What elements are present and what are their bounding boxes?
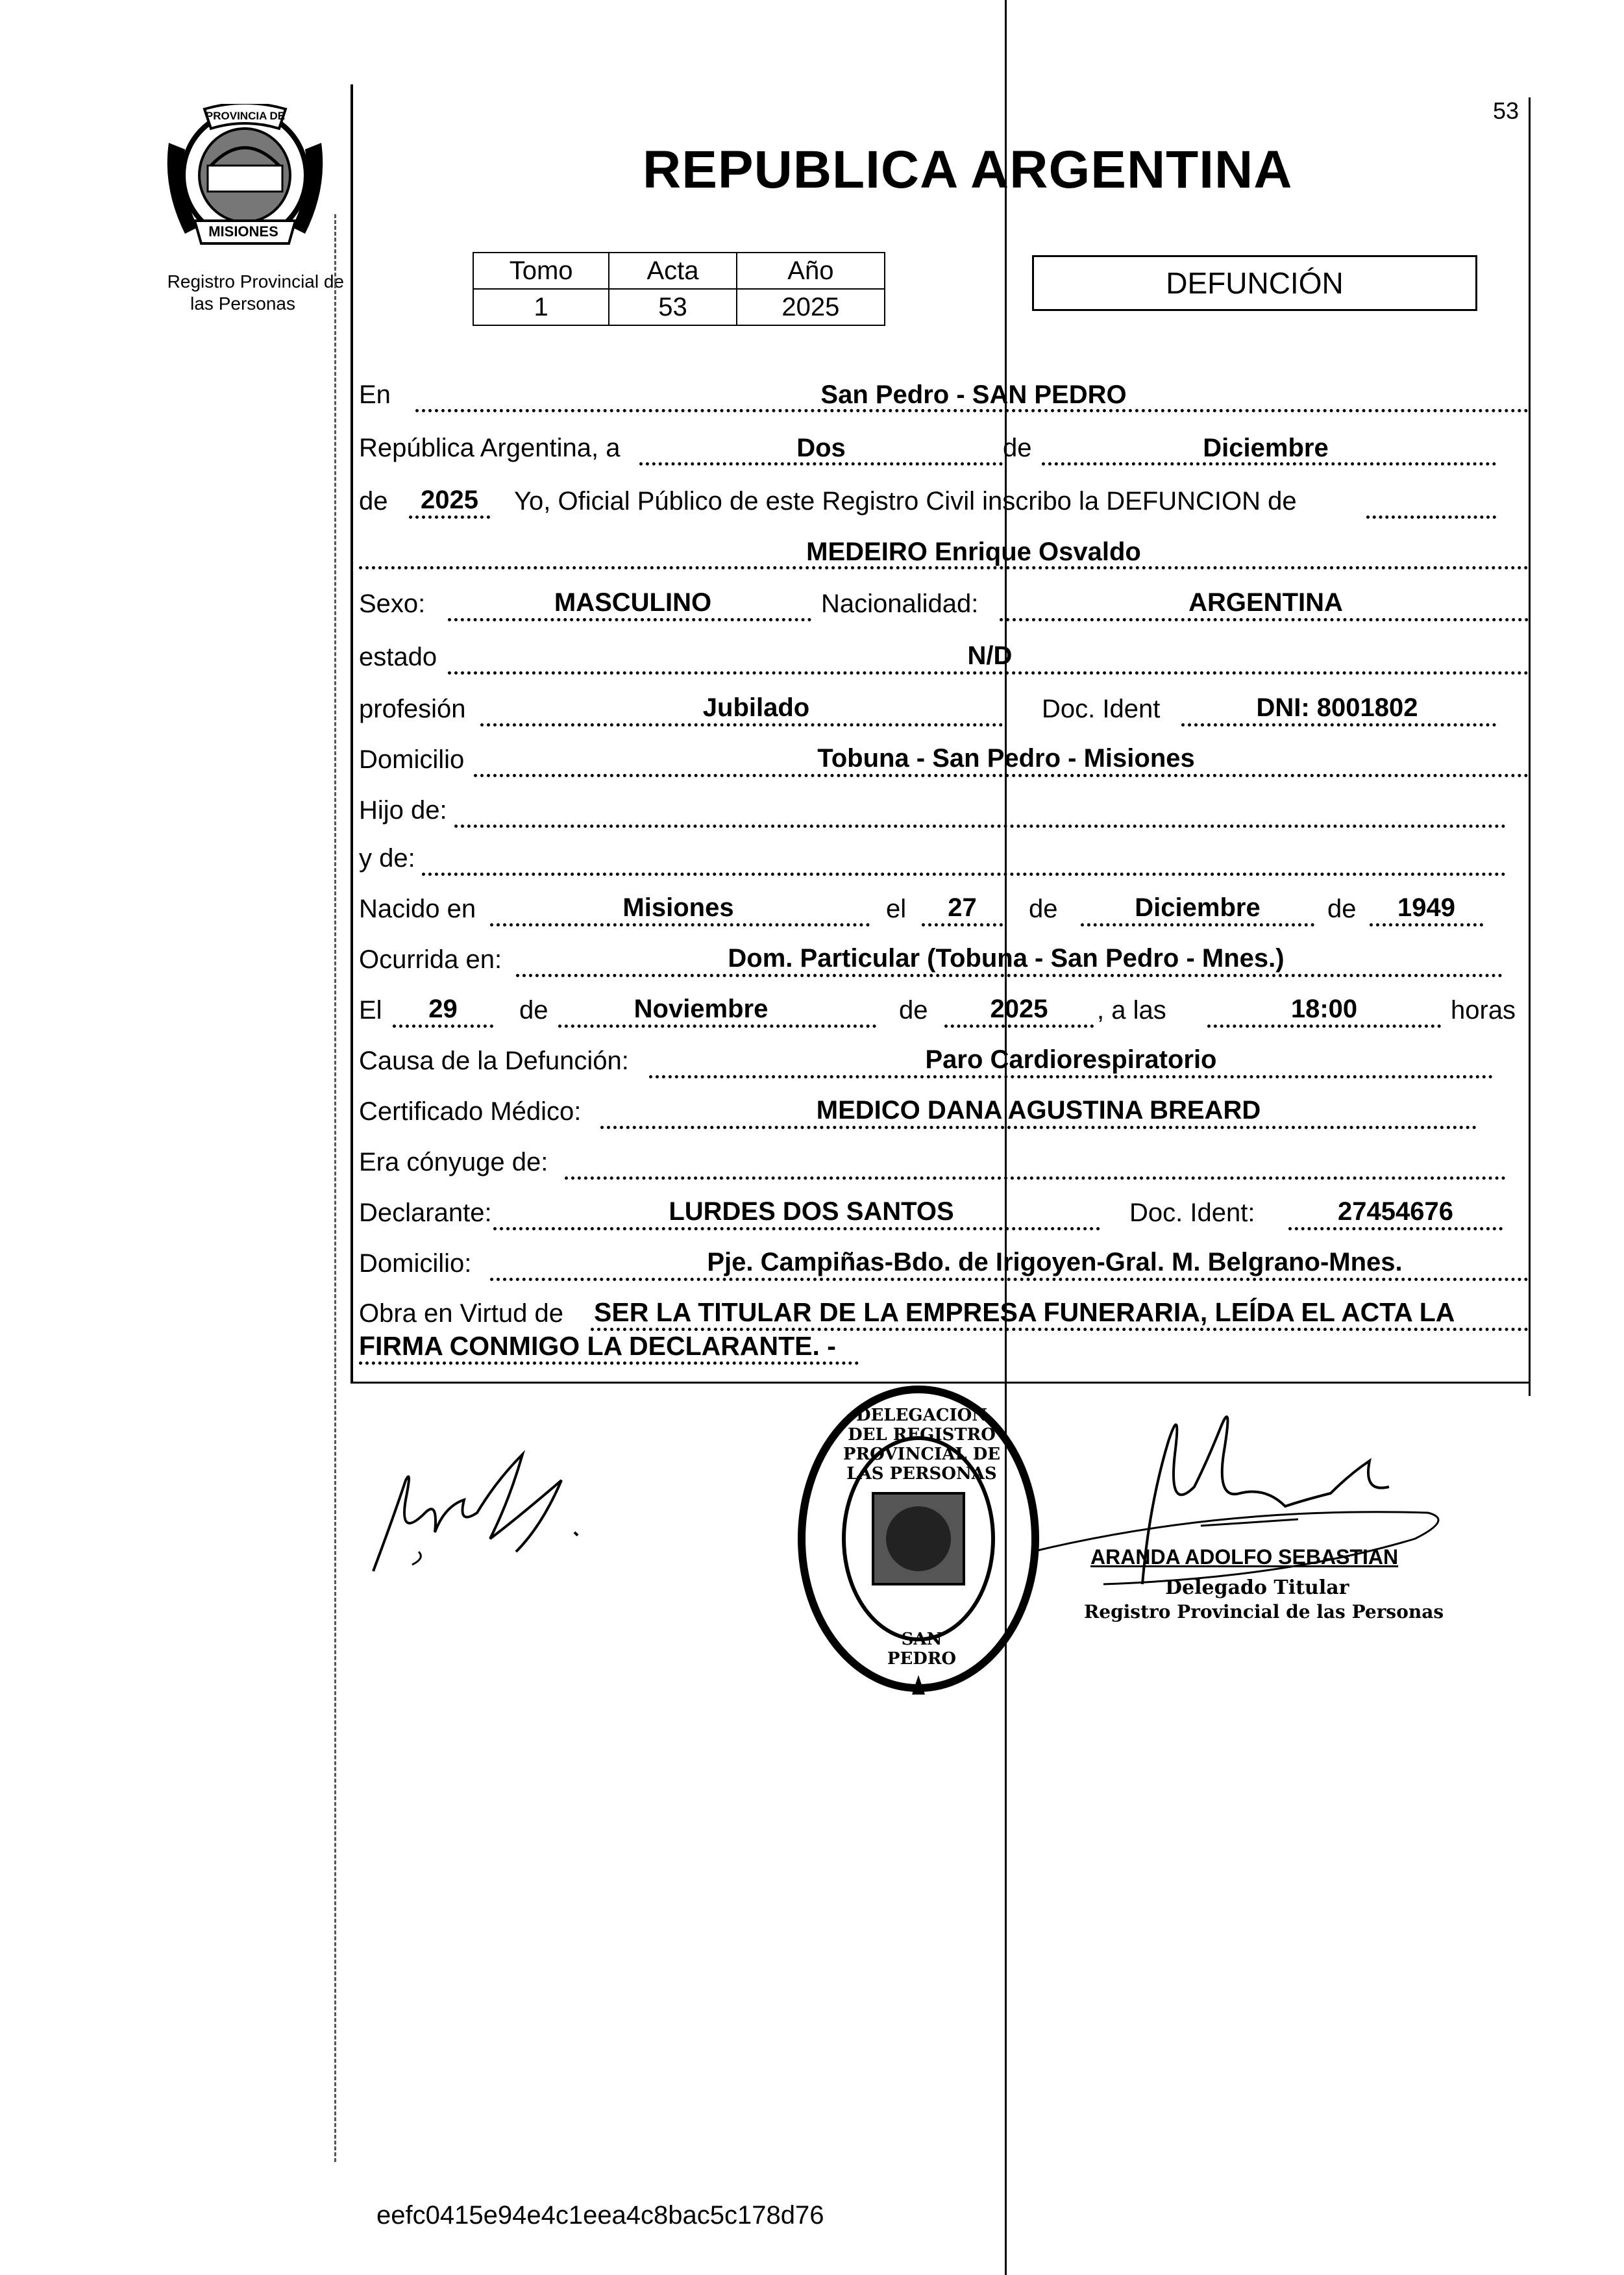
left-margin-line (334, 214, 336, 2162)
ref-value-acta: 53 (609, 289, 737, 325)
declarante-label: Declarante: (359, 1199, 492, 1227)
def-de2-label: de (899, 996, 928, 1025)
year-prefix-label: de (359, 487, 388, 516)
logo-text-bottom: MISIONES (208, 223, 278, 240)
def-dia-line (393, 1025, 493, 1028)
def-hora-line (1207, 1025, 1441, 1028)
profesion-line (480, 723, 1003, 727)
domicilio-value: Tobuna - San Pedro - Misiones (817, 744, 1195, 773)
de-label-2: de (1029, 895, 1058, 923)
year-value: 2025 (421, 486, 478, 514)
domicilio-label: Domicilio (359, 745, 465, 774)
year-line (409, 516, 490, 519)
de-label-3: de (1327, 895, 1357, 923)
ref-header-acta: Acta (609, 253, 737, 289)
y-de-line (422, 873, 1506, 876)
doc-value: DNI: 8001802 (1256, 693, 1418, 722)
sexo-value: MASCULINO (554, 588, 712, 617)
sexo-line (448, 618, 811, 621)
def-anio-value: 2025 (990, 995, 1048, 1023)
decl-domicilio-value: Pje. Campiñas-Bdo. de Irigoyen-Gral. M. Belgrano-Mnes. (707, 1248, 1403, 1276)
page-number: 53 (1493, 97, 1519, 124)
ocurrida-value: Dom. Particular (Tobuna - San Pedro - Mnes.) (728, 944, 1285, 973)
nacionalidad-value: ARGENTINA (1188, 588, 1343, 617)
decl-doc-value: 27454676 (1338, 1197, 1453, 1226)
declarante-value: LURDES DOS SANTOS (669, 1197, 954, 1226)
reference-table (473, 252, 885, 326)
nacionalidad-line (1000, 618, 1529, 621)
def-mes-value: Noviembre (634, 995, 769, 1023)
registrar-office: Registro Provincial de las Personas (1084, 1601, 1444, 1622)
en-label: En (359, 380, 391, 409)
sexo-label: Sexo: (359, 590, 426, 618)
right-margin-line (1529, 97, 1531, 1396)
page-title: REPUBLICA ARGENTINA (643, 140, 1293, 199)
obra-label: Obra en Virtud de (359, 1299, 564, 1328)
month-value: Diciembre (1203, 434, 1329, 462)
name-line (359, 566, 1529, 569)
act-type: DEFUNCIÓN (1166, 266, 1344, 300)
decl-doc-line (1288, 1227, 1503, 1230)
nacido-dia-line (922, 923, 1003, 926)
act-type-box (1032, 255, 1477, 311)
el-label: el (886, 895, 907, 923)
decl-domicilio-label: Domicilio: (359, 1249, 472, 1278)
seal-center-text: SAN PEDRO (887, 1630, 957, 1669)
def-dia-value: 29 (428, 995, 458, 1023)
registrar-name: ARANDA ADOLFO SEBASTIAN (1090, 1545, 1399, 1569)
seal-ring-text: DELEGACION DEL REGISTRO PROVINCIAL DE LAS PERSONAS (843, 1406, 1001, 1484)
profesion-value: Jubilado (702, 693, 810, 722)
ocurrida-label: Ocurrida en: (359, 945, 502, 974)
hijo-line (454, 825, 1506, 828)
ref-header-tomo: Tomo (473, 253, 609, 289)
nacido-lugar-line (490, 923, 870, 926)
declarante-line (493, 1227, 1100, 1230)
nacionalidad-label: Nacionalidad: (821, 590, 979, 618)
def-hora-value: 18:00 (1290, 995, 1358, 1023)
de-label: de (1003, 434, 1032, 462)
logo-caption-1: Registro Provincial de (167, 271, 344, 292)
certificado-value: MEDICO DANA AGUSTINA BREARD (816, 1096, 1261, 1125)
nacido-lugar-value: Misiones (622, 893, 734, 922)
y-de-label: y de: (359, 844, 415, 873)
doc-label: Doc. Ident (1042, 695, 1161, 723)
nacido-dia-value: 27 (948, 893, 977, 922)
def-mes-line (558, 1025, 876, 1028)
place-line (415, 409, 1529, 412)
place-value: San Pedro - SAN PEDRO (820, 380, 1127, 409)
ref-value-anio: 2025 (737, 289, 885, 325)
conyuge-line (565, 1176, 1506, 1180)
causa-line (649, 1075, 1493, 1078)
hijo-label: Hijo de: (359, 796, 447, 825)
def-de1-label: de (519, 996, 548, 1025)
nacido-label: Nacido en (359, 895, 476, 923)
yo-text: Yo, Oficial Público de este Registro Civil inscribo la DEFUNCION de (514, 487, 1297, 516)
logo-caption-2: las Personas (190, 293, 295, 314)
deceased-name: MEDEIRO Enrique Osvaldo (806, 538, 1141, 566)
obra-text-2: FIRMA CONMIGO LA DECLARANTE. - (359, 1331, 836, 1361)
registrar-signature (1026, 1389, 1480, 1604)
ocurrida-line (516, 974, 1503, 977)
decl-domicilio-line (490, 1278, 1529, 1281)
obra-line-2 (359, 1361, 859, 1365)
day-value: Dos (796, 434, 846, 462)
certificado-line (600, 1126, 1477, 1129)
republica-label: República Argentina, a (359, 434, 621, 462)
estado-value: N/D (967, 641, 1013, 670)
doc-line (1181, 723, 1496, 727)
obra-text-1: SER LA TITULAR DE LA EMPRESA FUNERARIA, LEÍDA EL ACTA LA (594, 1297, 1455, 1327)
logo-text-top: PROVINCIA DE (205, 110, 286, 122)
estado-line (448, 671, 1529, 675)
nacido-mes-line (1081, 923, 1314, 926)
form-left-border (351, 84, 353, 1383)
declarant-signature (367, 1441, 587, 1584)
profesion-label: profesión (359, 695, 466, 723)
yo-line (1366, 516, 1496, 519)
ref-header-anio: Año (737, 253, 885, 289)
nacido-anio-line (1370, 923, 1483, 926)
estado-label: estado (359, 643, 437, 671)
document-hash: eefc0415e94e4c1eea4c8bac5c178d76 (376, 2201, 824, 2230)
registrar-role: Delegado Titular (1165, 1576, 1349, 1599)
ref-value-tomo: 1 (473, 289, 609, 325)
conyuge-label: Era cónyuge de: (359, 1148, 548, 1176)
causa-label: Causa de la Defunción: (359, 1047, 629, 1075)
decl-doc-label: Doc. Ident: (1129, 1199, 1255, 1227)
nacido-anio-value: 1949 (1397, 893, 1455, 922)
fold-line (1005, 0, 1007, 2275)
certificado-label: Certificado Médico: (359, 1097, 582, 1126)
a-las-label: , a las (1097, 996, 1166, 1025)
el-cap-label: El (359, 996, 382, 1025)
causa-value: Paro Cardiorespiratorio (925, 1045, 1217, 1074)
domicilio-line (474, 774, 1529, 777)
horas-label: horas (1451, 996, 1516, 1025)
month-line (1042, 462, 1496, 466)
def-anio-line (944, 1025, 1094, 1028)
nacido-mes-value: Diciembre (1135, 893, 1261, 922)
day-line (639, 462, 1003, 466)
